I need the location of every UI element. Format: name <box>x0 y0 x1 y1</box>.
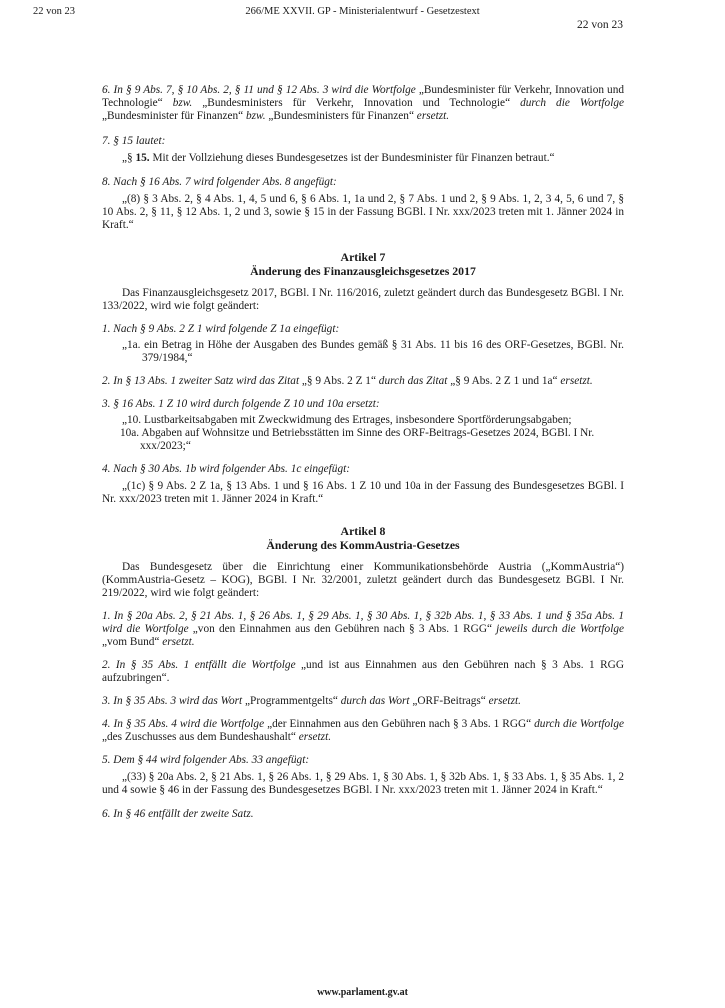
page-number: 22 von 23 <box>577 19 623 31</box>
article-7-intro: Das Finanzausgleichsgesetz 2017, BGBl. I Nr. 116/2016, zuletzt geändert durch das Bundesgesetz BGBl. I Nr. 133/2022, wird wie folgt geändert: <box>102 287 624 312</box>
article-8-intro: Das Bundesgesetz über die Einrichtung einer Kommunikationsbehörde Austria („KommAustria“) (KommAustria-Gesetz – KOG), BGBl. I Nr. 32/2001, zuletzt geändert durch das Bundesgesetz BGBl. I Nr. 219/2022, wird wie folgt geändert: <box>102 561 624 599</box>
article-7-title: Artikel 7 <box>340 250 386 264</box>
article-7-item-3-instruction: 3. § 16 Abs. 1 Z 10 wird durch folgende Z 10 und 10a ersetzt: <box>102 398 380 410</box>
instruction-text: 6. In § 9 Abs. 7, § 10 Abs. 2, § 11 und § 12 Abs. 3 wird die Wortfolge <box>102 84 419 96</box>
amendment-7-text: „§ 15. Mit der Vollziehung dieses Bundesgesetzes ist der Bundesminister für Finanzen betraut.“ <box>122 152 555 164</box>
amendment-8-instruction: 8. Nach § 16 Abs. 7 wird folgender Abs. 8 angefügt: <box>102 176 337 188</box>
header-document-title: 266/ME XXVII. GP - Ministerialentwurf - Gesetzestext <box>245 6 480 17</box>
article-8-item-6: 6. In § 46 entfällt der zweite Satz. <box>102 808 254 820</box>
article-7-item-1-text: „1a. ein Betrag in Höhe der Ausgaben des Bundes gemäß § 31 Abs. 11 bis 16 des ORF-Gesetzes, BGBl. Nr. 379/1984,“ <box>122 339 624 364</box>
article-8-item-3: 3. In § 35 Abs. 3 wird das Wort „Programmentgelts“ durch das Wort „ORF-Beitrags“ ersetzt. <box>102 695 521 707</box>
article-7-item-3-line-10a: 10a. Abgaben auf Wohnsitze und Betriebsstätten im Sinne des ORF-Beitrags-Gesetzes 2024, BGBl. I Nr. xxx/2023;“ <box>120 427 595 452</box>
amendment-6 <box>102 84 624 123</box>
amendment-7-instruction: 7. § 15 lautet: <box>102 135 166 147</box>
header-page-number: 22 von 23 <box>33 6 75 17</box>
document-body <box>102 84 624 821</box>
instruction-text: bzw. <box>162 97 203 109</box>
article-7-item-2: 2. In § 13 Abs. 1 zweiter Satz wird das Zitat „§ 9 Abs. 2 Z 1“ durch das Zitat „§ 9 Abs. 2 Z 1 und 1a“ ersetzt. <box>102 375 593 387</box>
document-header <box>0 5 725 19</box>
quoted-text: „Bundesministers für Verkehr, Innovation und Technologie“ <box>202 97 511 109</box>
article-7-item-1-instruction: 1. Nach § 9 Abs. 2 Z 1 wird folgende Z 1a eingefügt: <box>102 323 340 335</box>
article-7-item-3-line-10: „10. Lustbarkeitsabgaben mit Zweckwidmung des Ertrages, insbesondere Sportförderungsabgaben; <box>122 414 572 426</box>
amendment-8-text: „(8) § 3 Abs. 2, § 4 Abs. 1, 4, 5 und 6, § 6 Abs. 1, 1a und 2, § 7 Abs. 1 und 2, § 9 Abs. 1, 2, 3 4, 5, 6 und 7, § 10 Abs. 2, § 11, § 12 Abs. 1, 2 und 3, sowie § 15 in der Fassung BGBl. I Nr. xxx/2023 treten mit 1. Jänner 2024 in Kraft.“ <box>102 193 624 231</box>
quoted-text: „Bundesministers für Finanzen“ <box>268 110 414 122</box>
article-8-subtitle: Änderung des KommAustria-Gesetzes <box>266 538 460 552</box>
instruction-text: ersetzt. <box>413 110 450 122</box>
article-8-title: Artikel 8 <box>340 524 386 538</box>
article-7-subtitle: Änderung des Finanzausgleichsgesetzes 2017 <box>250 264 476 278</box>
article-8-item-5-text: „(33) § 20a Abs. 2, § 21 Abs. 1, § 26 Abs. 1, § 29 Abs. 1, § 30 Abs. 1, § 32b Abs. 1, § 33 Abs. 1, § 35 Abs. 1, 2 und 4 sowie § 46 in der Fassung des Bundesgesetzes BGBl. I Nr. xxx/2023 treten mit 1. Jänner 2024 in Kraft.“ <box>102 771 624 796</box>
quoted-text: „Bundesminister für Verkehr, Innovation und Technologie“ <box>102 84 624 109</box>
article-8-item-4: 4. In § 35 Abs. 4 wird die Wortfolge „der Einnahmen aus den Gebühren nach § 3 Abs. 1 RGG“ durch die Wortfolge „des Zuschusses aus dem Bundeshaushalt“ ersetzt. <box>102 718 624 743</box>
article-7-item-4-text: „(1c) § 9 Abs. 2 Z 1a, § 13 Abs. 1 und § 16 Abs. 1 Z 10 und 10a in der Fassung des Bundesgesetzes BGBl. I Nr. xxx/2023 treten mit 1. Jänner 2024 in Kraft.“ <box>102 480 624 505</box>
article-8-item-2: 2. In § 35 Abs. 1 entfällt die Wortfolge „und ist aus Einnahmen aus den Gebühren nach § 3 Abs. 1 RGG aufzubringen“. <box>102 659 624 684</box>
instruction-text: bzw. <box>243 110 269 122</box>
instruction-text: durch die Wortfolge <box>510 97 624 109</box>
article-8-item-1: 1. In § 20a Abs. 2, § 21 Abs. 1, § 26 Abs. 1, § 29 Abs. 1, § 30 Abs. 1, § 32b Abs. 1, § 33 Abs. 1 und § 35a Abs. 1 wird die Wortfolge „von den Einnahmen aus den Gebühren nach § 3 Abs. 1 RGG“ jeweils durch die Wortfolge „vom Bund“ ersetzt. <box>102 610 624 648</box>
article-8-item-5-instruction: 5. Dem § 44 wird folgender Abs. 33 angefügt: <box>102 754 310 766</box>
article-7-item-4-instruction: 4. Nach § 30 Abs. 1b wird folgender Abs. 1c eingefügt: <box>102 463 350 475</box>
quoted-text: „Bundesminister für Finanzen“ <box>102 110 244 122</box>
footer-url: www.parlament.gv.at <box>317 987 408 998</box>
